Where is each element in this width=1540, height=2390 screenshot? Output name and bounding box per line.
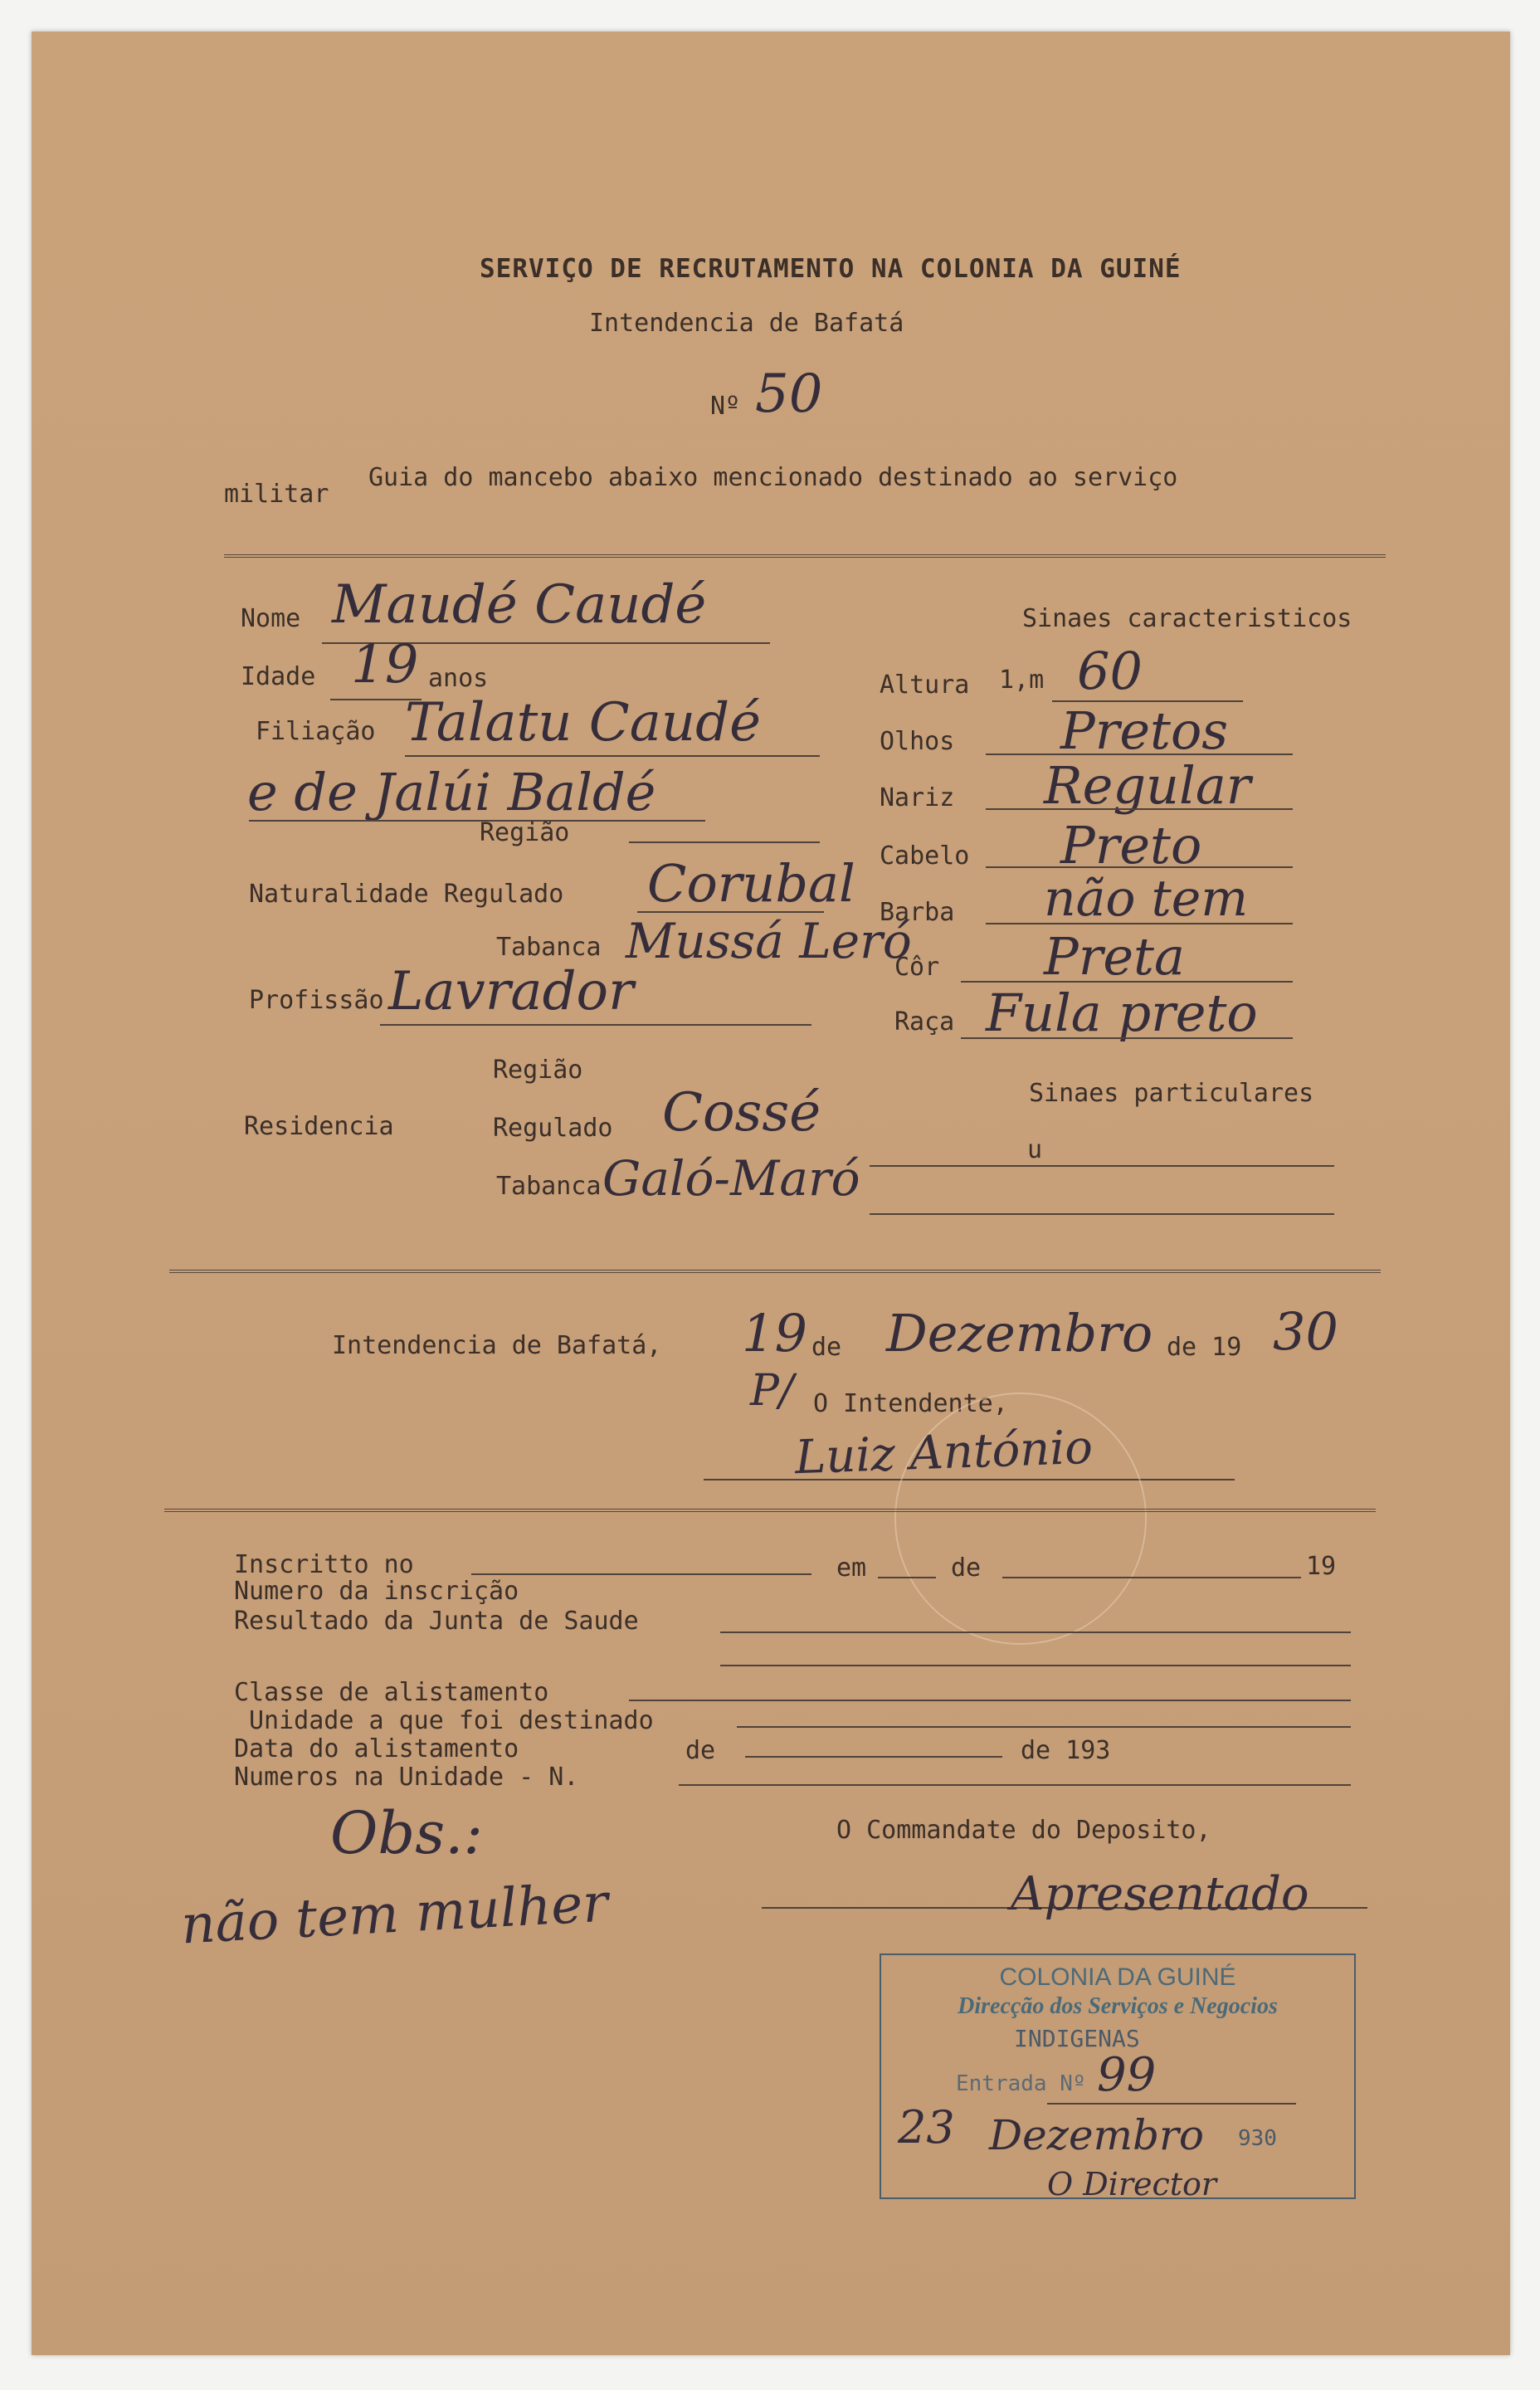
altura-label: Altura xyxy=(880,671,970,700)
cabelo-value: Preto xyxy=(1060,815,1202,876)
divider-1 xyxy=(224,554,1386,558)
numeros-unidade-label: Numeros na Unidade - N. xyxy=(234,1763,579,1792)
classe-label: Classe de alistamento xyxy=(234,1678,549,1707)
cor-value: Preta xyxy=(1044,926,1185,987)
stamp-entrada-value: 99 xyxy=(1097,2048,1157,2102)
inscrito-19: 19 xyxy=(1306,1552,1337,1581)
militar-label: militar xyxy=(224,480,329,509)
nariz-line xyxy=(986,808,1293,810)
date-place: Intendencia de Bafatá, xyxy=(332,1331,662,1360)
unidade-line xyxy=(737,1726,1351,1728)
barba-label: Barba xyxy=(880,898,955,927)
stamp-entrada-line xyxy=(1047,2103,1296,2105)
nome-value: Maudé Caudé xyxy=(332,574,707,636)
classe-line xyxy=(629,1700,1351,1701)
filiacao-value-2: e de Jalúi Baldé xyxy=(247,762,656,822)
numeros-line xyxy=(679,1784,1351,1786)
direccao-stamp xyxy=(880,1953,1356,2202)
date-de-2: de 19 xyxy=(1167,1333,1242,1362)
filiacao-line-2 xyxy=(249,820,705,822)
inscrito-label: Inscritto no xyxy=(234,1550,414,1579)
resultado-label: Resultado da Junta de Saude xyxy=(234,1607,639,1636)
stamp-year: 930 xyxy=(1238,2126,1277,2151)
service-heading: SERVIÇO DE RECRUTAMENTO NA COLONIA DA GUINÉ xyxy=(480,254,1182,284)
inscrito-em: em xyxy=(836,1554,867,1583)
stamp-indigenas: INDIGENAS xyxy=(1014,2025,1140,2052)
sinais-line-2 xyxy=(870,1213,1334,1215)
filiacao-value-1: Talatu Caudé xyxy=(405,692,761,754)
altura-value: 60 xyxy=(1077,641,1143,701)
tabanca-label-1: Tabanca xyxy=(496,933,602,962)
sinais-line-1 xyxy=(870,1165,1334,1167)
data-alistamento-label: Data do alistamento xyxy=(234,1734,519,1763)
cabelo-line xyxy=(986,866,1293,868)
residencia-label: Residencia xyxy=(244,1112,394,1141)
intendente-signature: Luiz António xyxy=(793,1420,1094,1485)
stamp-day: 23 xyxy=(898,2101,955,2153)
regiao-label-1: Região xyxy=(480,818,570,847)
document-paper xyxy=(32,32,1510,2355)
nome-label: Nome xyxy=(241,604,301,633)
nariz-label: Nariz xyxy=(880,783,955,812)
divider-2 xyxy=(169,1270,1381,1273)
regiao-line-1 xyxy=(629,841,820,843)
intendente-label: O Intendente, xyxy=(813,1389,1008,1418)
number-value: 50 xyxy=(755,363,823,425)
inscrito-line xyxy=(471,1573,811,1575)
date-po: P/ xyxy=(750,1366,794,1416)
inscrito-de-line xyxy=(1002,1577,1301,1578)
stamp-entrada-label: Entrada Nº xyxy=(956,2071,1086,2096)
stamp-subtitle: Direcção dos Serviços e Negocios xyxy=(958,1993,1278,2019)
resultado-line-2 xyxy=(720,1665,1351,1666)
barba-line xyxy=(986,923,1293,924)
obs-note: não tem mulher xyxy=(179,1872,610,1957)
nariz-value: Regular xyxy=(1044,755,1251,816)
raca-value: Fula preto xyxy=(986,983,1258,1043)
tabanca-label-2: Tabanca xyxy=(496,1172,602,1201)
filiacao-line-1 xyxy=(405,755,820,757)
date-day: 19 xyxy=(742,1303,807,1363)
olhos-value: Pretos xyxy=(1060,700,1229,761)
sinais-particulares-label: Sinaes particulares xyxy=(1029,1079,1314,1108)
olhos-label: Olhos xyxy=(880,727,955,756)
stamp-title: COLONIA DA GUINÉ xyxy=(999,1963,1236,1991)
idade-label: Idade xyxy=(241,662,316,691)
idade-value: 19 xyxy=(351,634,419,695)
profissao-label: Profissão xyxy=(249,986,384,1015)
comandante-label: O Commandate do Deposito, xyxy=(836,1816,1211,1845)
naturalidade-value: Corubal xyxy=(647,853,855,914)
tabanca-value-1: Mussá Leró xyxy=(626,913,912,969)
filiacao-label: Filiação xyxy=(256,717,376,746)
anos-label: anos xyxy=(428,664,489,693)
apresentado-note: Apresentado xyxy=(1011,1867,1309,1921)
cabelo-label: Cabelo xyxy=(880,841,970,871)
resultado-line xyxy=(720,1632,1351,1633)
stamp-month: Dezembro xyxy=(989,2111,1205,2159)
date-de-1: de xyxy=(811,1333,842,1362)
unidade-label: Unidade a que foi destinado xyxy=(249,1706,654,1735)
profissao-line xyxy=(380,1024,811,1026)
altura-prefix: 1,m xyxy=(999,666,1045,695)
numero-inscricao-label: Numero da inscrição xyxy=(234,1577,519,1606)
tabanca-value-2: Galó-Maró xyxy=(602,1150,860,1207)
stamp-director: O Director xyxy=(1047,2166,1217,2202)
data-alistamento-de: de xyxy=(685,1736,716,1765)
data-alistamento-year: de 193 xyxy=(1021,1736,1111,1765)
date-month: Dezembro xyxy=(886,1303,1153,1363)
regulado-value-2: Cossé xyxy=(662,1082,821,1144)
raca-label: Raça xyxy=(894,1007,955,1036)
sinais-caracteristicos-label: Sinaes caracteristicos xyxy=(1022,604,1352,633)
raca-line xyxy=(961,1037,1293,1039)
cor-label: Côr xyxy=(894,953,940,982)
profissao-value: Lavrador xyxy=(388,961,634,1022)
embossed-seal xyxy=(894,1393,1147,1645)
barba-value: não tem xyxy=(1044,870,1249,928)
date-year: 30 xyxy=(1273,1301,1338,1362)
data-alistamento-line xyxy=(745,1756,1002,1758)
intendencia-heading: Intendencia de Bafatá xyxy=(589,309,904,338)
divider-3 xyxy=(164,1509,1376,1512)
regiao-label-2: Região xyxy=(493,1056,583,1085)
number-label: Nº xyxy=(710,392,741,421)
inscrito-em-line xyxy=(878,1577,936,1578)
guia-line: Guia do mancebo abaixo mencionado destinado ao serviço xyxy=(368,463,1178,492)
naturalidade-label: Naturalidade Regulado xyxy=(249,880,564,909)
inscrito-de: de xyxy=(951,1554,982,1583)
obs-label: Obs.: xyxy=(330,1799,483,1867)
u-mark: u xyxy=(1027,1135,1043,1164)
regulado-label-2: Regulado xyxy=(493,1114,613,1143)
